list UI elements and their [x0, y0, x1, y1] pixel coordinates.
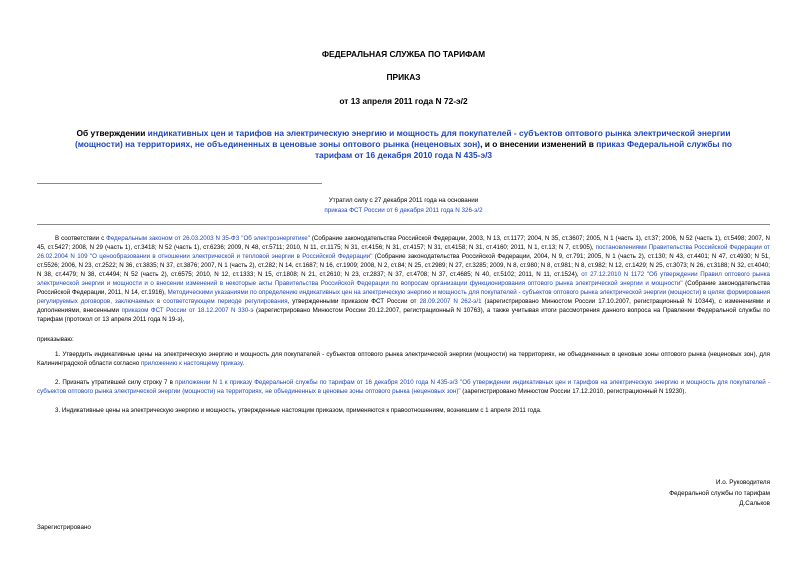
link-resolution-1172[interactable]: от 27.12.2010 N 1172 "Об утверждении Правил оптового рынка электрической энергии и мощности и о внесении изменений в некоторые акты Правительства Российской Федерации по вопросам организации функционирования оптового рынка электрической энергии и мощности"	[37, 271, 770, 287]
body-text	[37, 234, 770, 415]
document-title	[60, 128, 747, 161]
repeal-link[interactable]: приказа ФСТ России от 6 декабря 2011 года N 326-э/2	[324, 207, 483, 214]
link-order-330[interactable]: приказом ФСТ России от 18.12.2007 N 330-э	[121, 307, 254, 314]
title-text: , и о внесении изменений в	[480, 139, 597, 149]
paragraph-item-2	[37, 378, 770, 396]
title-text: Об утверждении	[76, 128, 148, 138]
repeal-text: Утратил силу с 27 декабря 2011 года на основании	[328, 197, 479, 204]
paragraph-preamble	[37, 234, 770, 324]
link-resolution-109[interactable]: постановлениями Правительства Российской Федерации от 26.02.2004 N 109 "О ценообразовании в отношении электрической и тепловой энергии в Российской Федерации"	[37, 244, 770, 260]
document-date-number: от 13 апреля 2011 года N 72-э/2	[339, 96, 468, 106]
signature-position: И.о. Руководителя	[716, 479, 770, 486]
text: (Собрание законодательства Российской Федерации, 2004, N 9, ст.791; 2005, N 1 (часть 2), ст.130; N 43, ст.4401; N 47, ст.4930; N 51, ст.5526; 2006, N 23, ст.2522; N 36, ст.3835; N 37, ст.3876; 2007, N 1 (часть 2), ст.282; N 14, ст.1687; N 16, ст.1909; 2008, N 2, ст.84; N 25, ст.2989; N 27, ст.3285; 2009, N 8, ст.980; N 8, ст.981; N 8, ст.982; N 12, ст.1429; N 25, ст.3073; N 26, ст.3188; N 32, ст.4040; N 38, ст.4479; N 38, ст.4494; N 52 (часть 2), ст.6575; 2010, N 12, ст.1333; N 15, ст.1808; N 21, ст.2610; N 23, ст.2837; N 37, ст.4708; N 37, ст.4685; N 40, ст.5102; 2011, N 11, ст.1524),	[37, 253, 770, 278]
text: , утвержденными приказом ФСТ России от	[287, 298, 420, 305]
repeal-note	[260, 196, 547, 216]
link-appendix-order-435[interactable]: приложении N 1 к приказу Федеральной службы по тарифам от 16 декабря 2010 года N 435-э/3 "Об утверждении индикативных цен и тарифов на электрическую энергию и мощность для покупателей - субъектов оптового рынка электрической энергии (мощности) на территориях, не объединенных в ценовые зоны оптового рынка (неценовых зон)"	[37, 379, 771, 395]
text: В соответствии с	[55, 235, 107, 242]
link-appendix[interactable]: приложению к настоящему приказу	[140, 360, 243, 367]
text: 2. Признать утратившей силу строку 7 в	[55, 379, 176, 386]
text: .	[242, 360, 245, 367]
title-link-order-435[interactable]: приказ Федеральной службы по тарифам от 16 декабря 2010 года N 435-э/3	[314, 139, 733, 160]
text: (зарегистрировано Минюстом России 17.10.2007, регистрационный N 10344), с изменениями и дополнениями, внесенными	[37, 298, 771, 314]
link-methodical-guidelines[interactable]: Методическими указаниями по определению индикативных цен на электрическую энергию и мощность для покупателей - субъектов оптового рынка электрической энергии (мощности) в целях формирования регулируемых договоров, заключаемых в соответствующем периоде регулирования	[37, 289, 770, 305]
signature-agency: Федеральной службы по тарифам	[669, 489, 770, 497]
text: (Собрание законодательства Российской Федерации, 2011, N 14, ст.1916),	[37, 280, 770, 296]
divider-top	[37, 183, 322, 184]
paragraph-order-word: приказываю:	[37, 336, 74, 343]
agency-name: ФЕДЕРАЛЬНАЯ СЛУЖБА ПО ТАРИФАМ	[321, 49, 486, 59]
signature-name: Д.Сальков	[739, 500, 770, 507]
text: (Собрание законодательства Российской Федерации, 2003, N 13, ст.1177; 2004, N 35, ст.3607; 2005, N 1 (часть 1), ст.37; 2006, N 52 (часть 1), ст.5498; 2007, N 45, ст.5427; 2008, N 29 (часть 1), ст.3418; N 52 (часть 1), ст.6236; 2009, N 48, ст.5711; 2010, N 11, ст.1175; N 31, ст.4156; N 31, ст.4157; N 31, ст.4158; N 31, ст.4160; 2011, N 1, ст.13; N 7, ст.905),	[37, 235, 770, 251]
registered-label: Зарегистрировано	[37, 524, 91, 531]
text: (зарегистрировано Минюстом России 20.12.2007, регистрационный N 10763), а также учитывая итоги рассмотрения данного вопроса на Правлении Федеральной службы по тарифам (протокол от 13 апреля 2011 года N 19-э),	[37, 307, 770, 323]
signature-block	[669, 478, 770, 510]
title-link-tariffs[interactable]: индикативных цен и тарифов на электрическую энергию и мощность для покупателей - субъектов оптового рынка электрической энергии (мощности) на территориях, не объединенных в ценовые зоны оптового рынка (неценовых зон)	[74, 128, 731, 149]
divider-bottom	[37, 224, 770, 225]
paragraph-item-1	[37, 350, 770, 368]
link-order-262[interactable]: 28.09.2007 N 262-э/1	[419, 298, 482, 305]
link-federal-law[interactable]: Федеральным законом от 26.03.2003 N 35-ФЗ "Об электроэнергетике"	[106, 235, 310, 242]
paragraph-item-3: 3. Индикативные цены на электрическую энергию и мощность, утвержденные настоящим приказом, применяются к правоотношениям, возникшим с 1 апреля 2011 года.	[55, 407, 542, 414]
text: 1. Утвердить индикативные цены на электрическую энергию и мощность для покупателей - субъектов оптового рынка электрической энергии (мощности) на территориях, не объединенных в ценовые зоны оптового рынка (неценовых зон), для Калининградской области согласно	[37, 351, 770, 367]
text: (зарегистрировано Минюстом России 17.12.2010, регистрационный N 19230).	[460, 388, 687, 395]
document-type: ПРИКАЗ	[386, 72, 421, 82]
